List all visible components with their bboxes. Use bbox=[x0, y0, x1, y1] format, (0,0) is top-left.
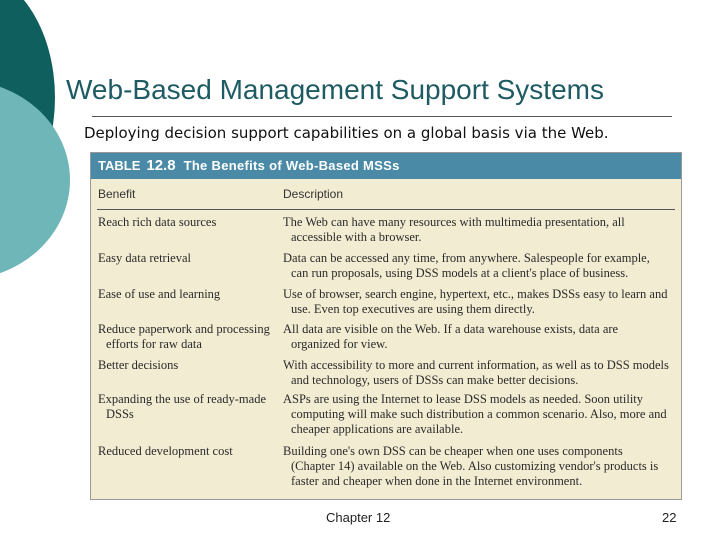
title-rule bbox=[92, 116, 672, 117]
table-row bbox=[91, 322, 681, 358]
row-description bbox=[283, 215, 677, 245]
benefit-line: Expanding the use of ready-made bbox=[98, 392, 266, 406]
row-benefit bbox=[98, 251, 276, 266]
description-line: Building one's own DSS can be cheaper when one uses components bbox=[283, 444, 623, 458]
benefit-line: DSSs bbox=[106, 407, 134, 421]
description-line: ASPs are using the Internet to lease DSS models as needed. Soon utility bbox=[283, 392, 644, 406]
table-caption-bar bbox=[91, 153, 681, 179]
description-line: The Web can have many resources with multimedia presentation, all bbox=[283, 215, 625, 229]
description-line: faster and cheaper when done in the Internet environment. bbox=[291, 474, 583, 488]
description-line: can run proposals, using DSS models at a client's place of business. bbox=[291, 266, 629, 280]
description-line: cheaper applications are available. bbox=[291, 422, 464, 436]
table-row bbox=[91, 287, 681, 322]
table-body bbox=[91, 215, 681, 494]
benefit-line: efforts for raw data bbox=[106, 337, 202, 351]
slide-subtitle: Deploying decision support capabilities on a global basis via the Web. bbox=[84, 124, 609, 142]
row-description bbox=[283, 358, 677, 388]
table-row bbox=[91, 392, 681, 444]
benefit-line: Reduce paperwork and processing bbox=[98, 322, 270, 336]
description-line: computing will make such distribution a common scenario. Also, more and bbox=[291, 407, 667, 421]
footer-chapter: Chapter 12 bbox=[326, 510, 391, 525]
description-line: and technology, users of DSSs can make better decisions. bbox=[291, 373, 579, 387]
table-row bbox=[91, 215, 681, 251]
row-benefit bbox=[98, 287, 276, 302]
row-description bbox=[283, 444, 677, 489]
column-header-benefit: Benefit bbox=[98, 187, 136, 201]
row-benefit bbox=[98, 358, 276, 373]
row-description bbox=[283, 322, 677, 352]
description-line: (Chapter 14) available on the Web. Also customizing vendor's products is bbox=[291, 459, 659, 473]
row-benefit bbox=[98, 444, 276, 459]
description-line: With accessibility to more and current information, as well as to DSS models bbox=[283, 358, 669, 372]
row-benefit bbox=[98, 322, 276, 352]
table-tag: TABLE bbox=[98, 158, 141, 173]
description-line: Data can be accessed any time, from anywhere. Salespeople for example, bbox=[283, 251, 650, 265]
benefit-line: Ease of use and learning bbox=[98, 287, 221, 301]
benefit-line: Reduced development cost bbox=[98, 444, 233, 458]
table-row bbox=[91, 444, 681, 494]
header-rule bbox=[97, 209, 675, 210]
column-header-description: Description bbox=[283, 187, 344, 201]
benefits-table bbox=[90, 152, 682, 500]
table-row bbox=[91, 251, 681, 287]
table-caption: The Benefits of Web-Based MSSs bbox=[183, 158, 400, 173]
benefit-line: Easy data retrieval bbox=[98, 251, 192, 265]
description-line: use. Even top executives are using them directly. bbox=[291, 302, 535, 316]
decorative-circle-light bbox=[0, 80, 70, 280]
row-benefit bbox=[98, 215, 276, 230]
table-row bbox=[91, 358, 681, 392]
page-number: 22 bbox=[662, 510, 677, 525]
benefit-line: Reach rich data sources bbox=[98, 215, 217, 229]
description-line: Use of browser, search engine, hypertext, etc., makes DSSs easy to learn and bbox=[283, 287, 668, 301]
description-line: organized for view. bbox=[291, 337, 388, 351]
row-description bbox=[283, 251, 677, 281]
row-description bbox=[283, 287, 677, 317]
description-line: All data are visible on the Web. If a data warehouse exists, data are bbox=[283, 322, 619, 336]
table-number: 12.8 bbox=[146, 157, 176, 174]
row-description bbox=[283, 392, 677, 437]
table-column-headers bbox=[91, 179, 681, 203]
description-line: accessible with a browser. bbox=[291, 230, 422, 244]
row-benefit bbox=[98, 392, 276, 422]
benefit-line: Better decisions bbox=[98, 358, 179, 372]
slide-title: Web-Based Management Support Systems bbox=[66, 74, 604, 105]
